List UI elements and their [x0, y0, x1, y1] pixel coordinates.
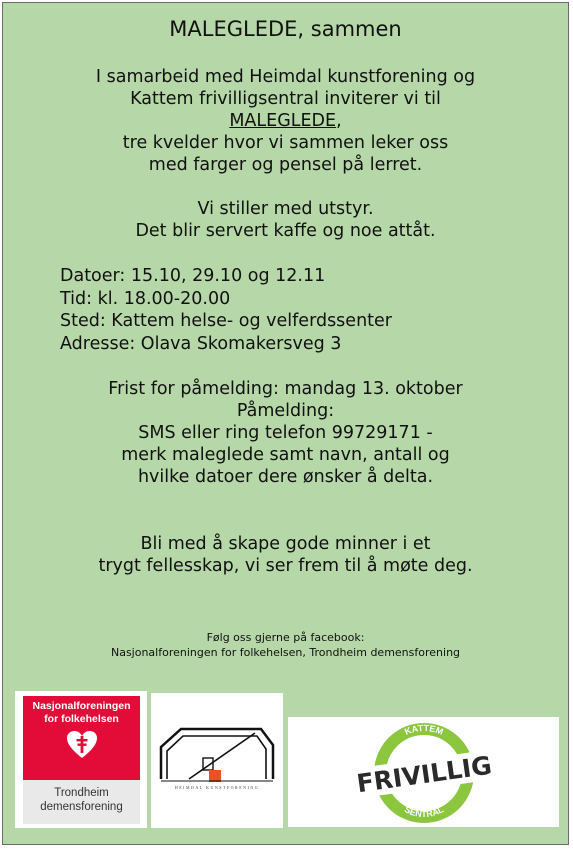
signup-paragraph	[3, 378, 568, 488]
intro-paragraph	[3, 66, 568, 176]
house-icon	[159, 725, 275, 783]
details-place: Sted: Kattem helse- og velferdssenter	[60, 311, 392, 331]
intro-line-1: I samarbeid med Heimdal kunstforening og	[95, 67, 476, 87]
nasjonalforeningen-name	[23, 700, 140, 726]
frivillig-bottom-text: SENTRAL	[402, 804, 446, 820]
closing-line-1: Bli med å skape gode minner i et	[140, 534, 431, 554]
intro-line-3-suffix: ,	[336, 111, 342, 131]
poster	[2, 2, 569, 845]
frivillig-logo	[288, 717, 559, 827]
equipment-paragraph	[3, 198, 568, 242]
heart-cross-icon	[66, 730, 98, 760]
details-dates: Datoer: 15.10, 29.10 og 12.11	[60, 266, 326, 286]
intro-line-5: med farger og pensel på lerret.	[148, 155, 423, 175]
intro-line-3	[3, 110, 568, 132]
nasjonalforeningen-red-panel	[23, 696, 140, 780]
equipment-line-2: Det blir servert kaffe og noe attåt.	[135, 221, 436, 241]
closing-line-2: trygt fellesskap, vi ser frem til å møte deg.	[98, 556, 473, 576]
nf-name-line-1: Nasjonalforeningen	[32, 700, 131, 712]
closing-paragraph	[3, 533, 568, 577]
nasjonalforeningen-logo	[15, 691, 147, 828]
signup-heading: Påmelding:	[236, 401, 335, 421]
poster-title: MALEGLEDE, sammen	[169, 17, 402, 41]
signup-line-1: SMS eller ring telefon 99729171 -	[138, 423, 433, 443]
facebook-line-2: Nasjonalforeningen for folkehelsen, Trondheim demensforening	[110, 646, 461, 659]
nf-name-line-2: for folkehelsen	[44, 713, 119, 725]
signup-line-2: merk maleglede samt navn, antall og	[121, 445, 450, 465]
details-list	[60, 265, 392, 355]
nf-sub-line-2: demensforening	[40, 801, 123, 813]
frivillig-word: FRIVILLIG	[354, 750, 494, 799]
heimdal-kunstforening-logo	[151, 693, 283, 828]
signup-deadline: Frist for påmelding: mandag 13. oktober	[108, 379, 463, 399]
intro-line-4: tre kvelder hvor vi sammen leker oss	[122, 133, 449, 153]
intro-line-2: Kattem frivilligsentral inviterer vi til	[130, 89, 441, 109]
heimdal-caption: HEIMDAL KUNSTFORENING	[174, 785, 260, 790]
maleglede-underlined: MALEGLEDE	[229, 111, 337, 131]
details-time: Tid: kl. 18.00-20.00	[60, 288, 231, 309]
facebook-note	[3, 630, 568, 660]
frivillig-top-text: KATTEM	[403, 722, 445, 737]
signup-line-3: hvilke datoer dere ønsker å delta.	[137, 467, 434, 487]
facebook-line-1: Følg oss gjerne på facebook:	[206, 631, 365, 644]
nasjonalforeningen-grey-panel	[23, 780, 140, 824]
details-address: Adresse: Olava Skomakersveg 3	[60, 333, 342, 354]
nf-sub-line-1: Trondheim	[54, 787, 109, 799]
frivillig-badge-icon	[346, 721, 502, 823]
equipment-line-1: Vi stiller med utstyr.	[197, 199, 374, 219]
